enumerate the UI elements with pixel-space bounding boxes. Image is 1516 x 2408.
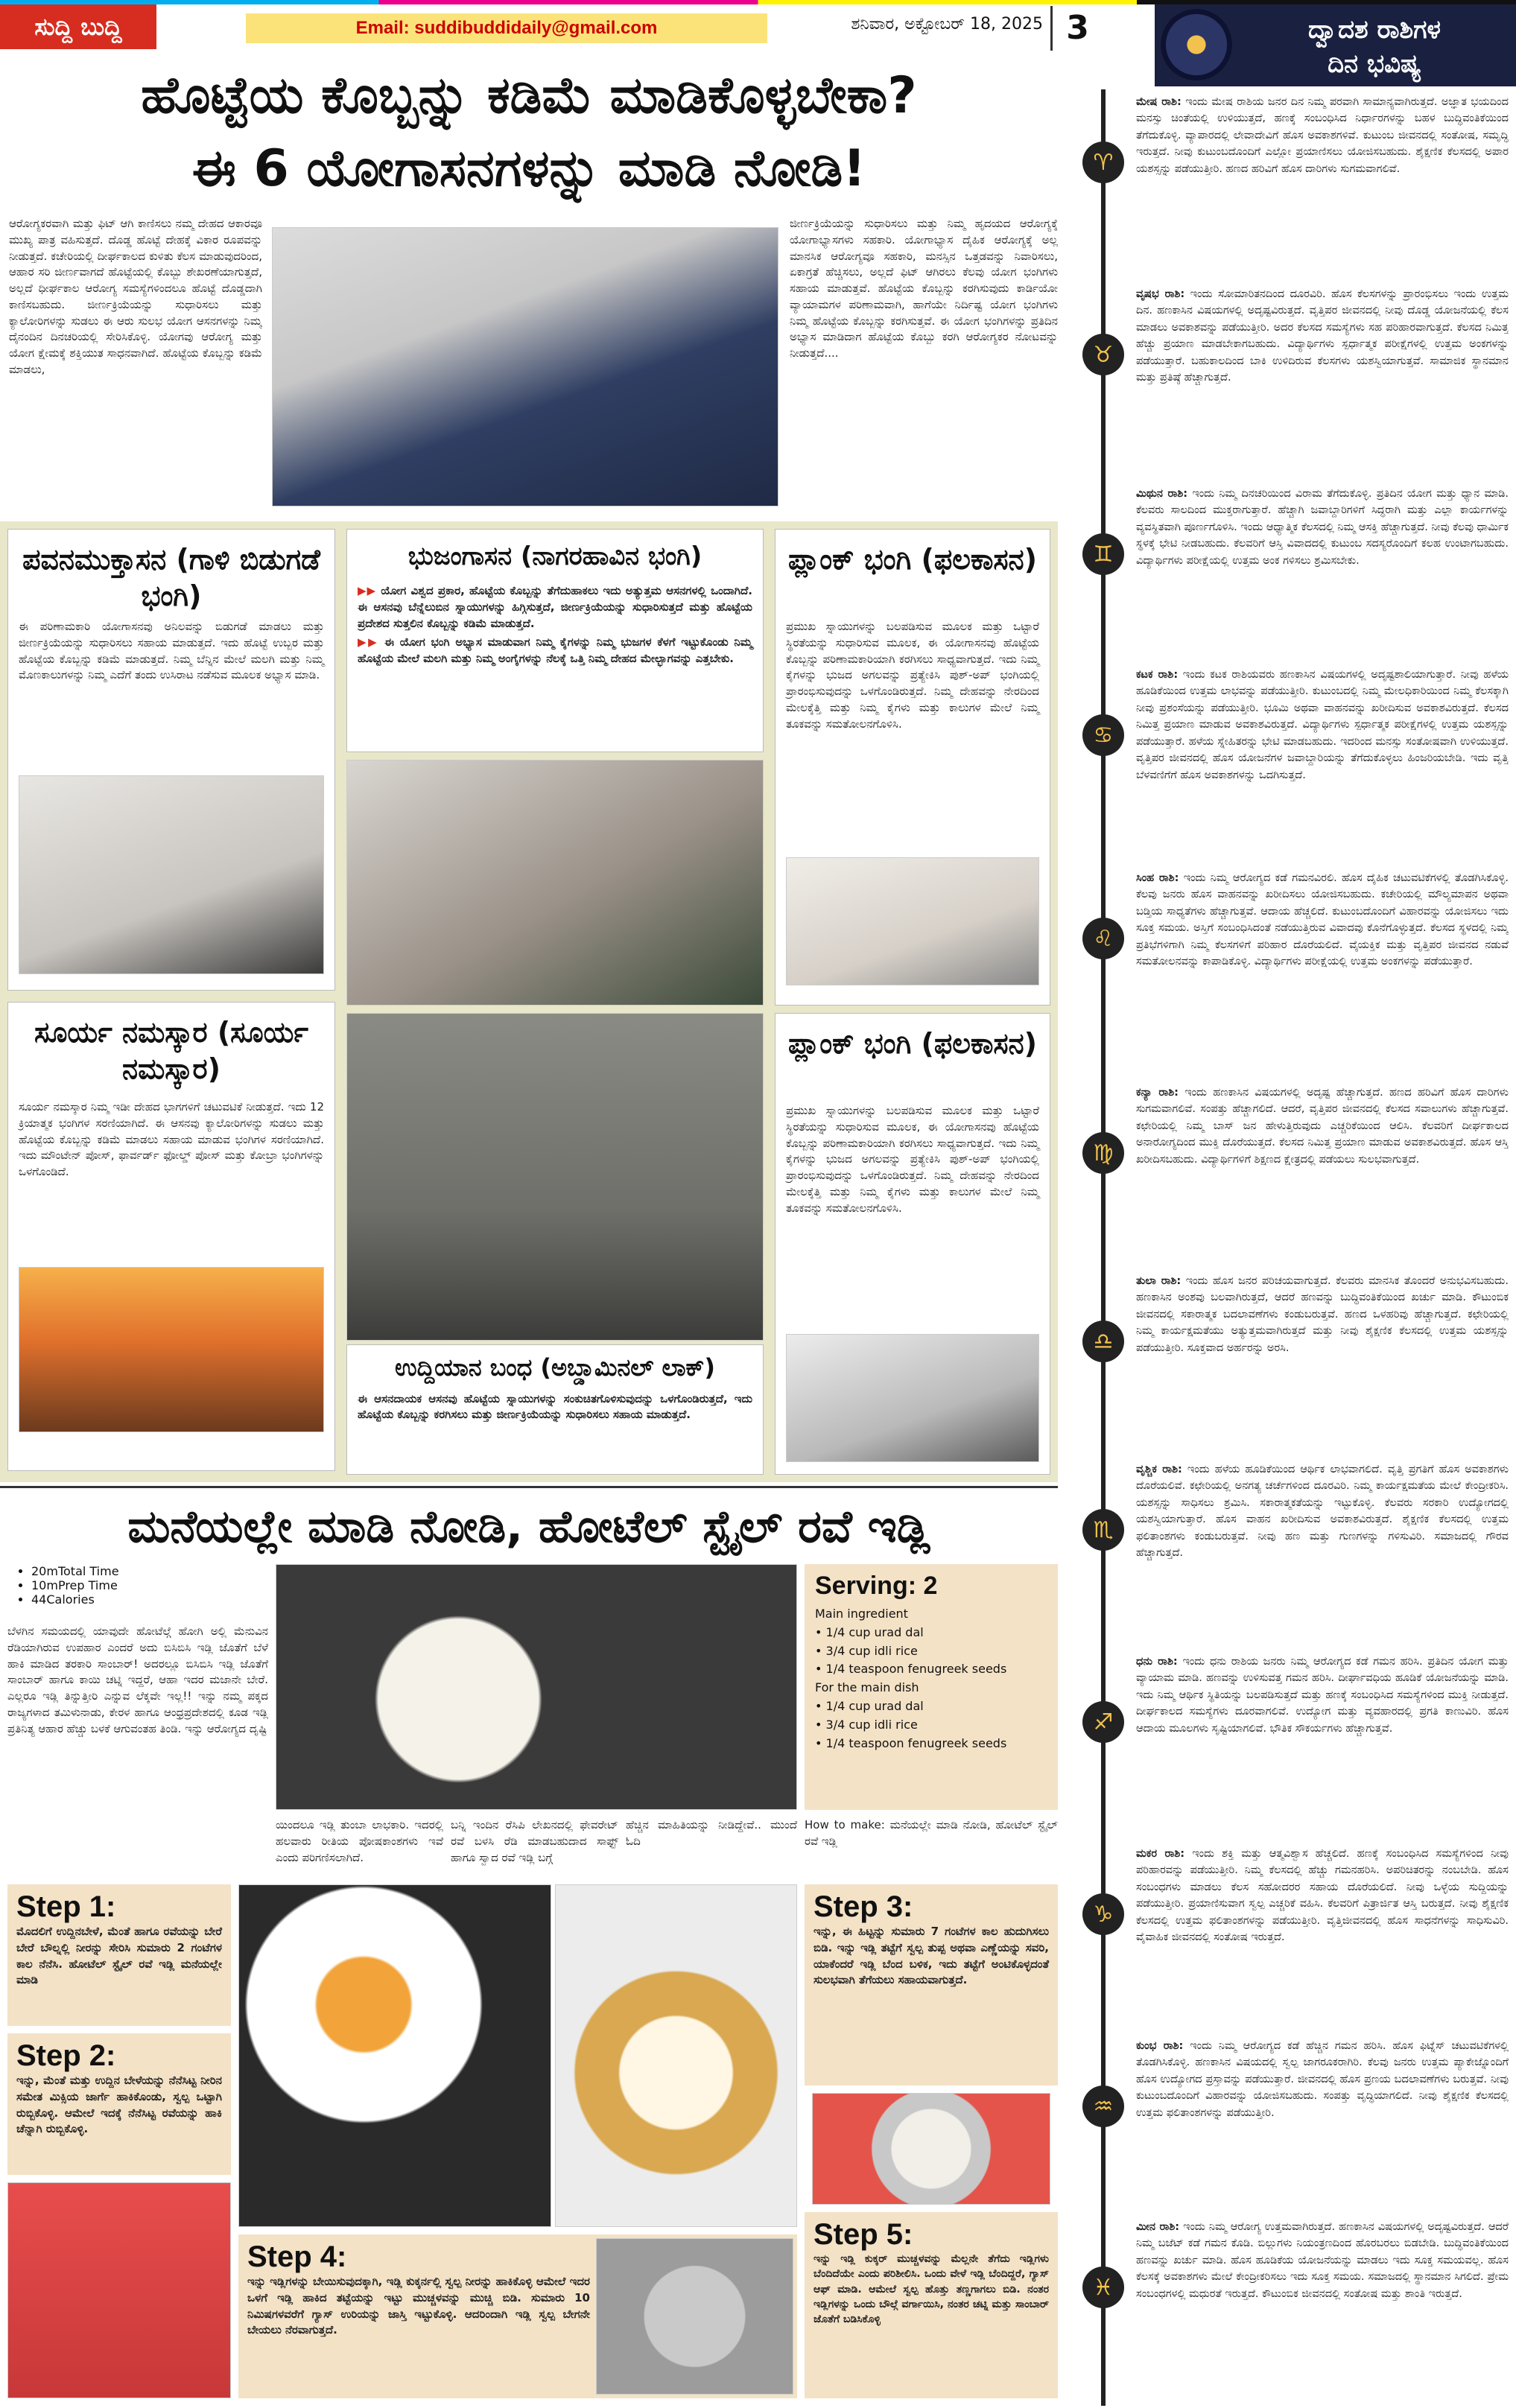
idli-meta-list xyxy=(15,1564,261,1607)
rashi-entry xyxy=(1080,1841,1516,2027)
rashi-prediction: ಇಂದು ನಿಮ್ಮ ಆರೋಗ್ಯದ ಕಡೆ ಹೆಚ್ಚಿನ ಗಮನ ಹರಿಸಿ. ಹೊಸ ಫಿಟ್ನೆಸ್ ಚಟುವಟಿಕೆಗಳಲ್ಲಿ ತೊಡಗಿಸಿಕೊಳ್ಳಿ. ಹಣಕಾಸಿನ ವಿಷಯದಲ್ಲಿ ಸ್ವಲ್ಪ ಜಾಗರೂಕರಾಗಿರಿ. ಕೆಲವು ಜನರು ಉತ್ತಮ ಪ್ಯಾಕೇಜ್ನೊಂದಿಗೆ ಹೊಸ ಉದ್ಯೋಗದ ಪ್ರಸ್ತಾವನ್ನು ಪಡೆಯುತ್ತಾರೆ. ಜೀವನದಲ್ಲಿ ಹೊಸ ಪ್ರಣಯ ಬದಲಾವಣೆಗಳು ಬರುತ್ತವೆ. ನೀವು ಕುಟುಂಬದೊಂದಿಗೆ ವಿಹಾರವನ್ನು ಯೋಜಿಸಬಹುದು. ಸಂಪತ್ತು ವೃದ್ಧಿಯಾಗಲಿದೆ. ನೀವು ಶೈಕ್ಷಣಿಕ ಕೆಲಸದಲ್ಲಿ ಉತ್ತಮ ಫಲಿತಾಂಶಗಳನ್ನು ಪಡೆಯುತ್ತೀರಿ. xyxy=(1136,2040,1509,2119)
serving-title: Serving: 2 xyxy=(815,1572,938,1600)
rashi-entry xyxy=(1080,282,1516,475)
rashi-name: ಕಟಕ ರಾಶಿ: xyxy=(1136,669,1179,681)
zodiac-sign-icon: ♈ xyxy=(1082,142,1124,183)
pose5-box xyxy=(775,1013,1050,1475)
zodiac-sign-icon: ♓ xyxy=(1082,2266,1124,2308)
zodiac-sign-icon: ♒ xyxy=(1082,2085,1124,2127)
rashi-entry-text xyxy=(1136,486,1509,652)
rashi-entry-text xyxy=(1136,286,1509,471)
rashi-name: ಧನು ರಾಶಿ: xyxy=(1136,1656,1178,1668)
step1-box xyxy=(7,1884,231,2026)
pose4-box xyxy=(7,1002,335,1471)
rashi-prediction: ಇಂದು ನಿಮ್ಮ ಆರೋಗ್ಯ ಉತ್ತಮವಾಗಿರುತ್ತದೆ. ಹಣಕಾಸಿನ ವಿಷಯಗಳಲ್ಲಿ ಅದೃಷ್ಟವಿರುತ್ತದೆ. ಆದರೆ ನಿಮ್ಮ ಬಜೆಟ್ ಕಡೆ ಗಮನ ಕೊಡಿ. ಬಿಲ್ಲುಗಳು ನಿಯಂತ್ರಣದಿಂದ ಹೊರಬರಲು ಬಿಡಬೇಡಿ. ಬುದ್ಧಿವಂತಿಕೆಯಿಂದ ಹಣವನ್ನು ಖರ್ಚು ಮಾಡಿ. ಹೊಸ ಹೂಡಿಕೆಯ ಯೋಜನೆಯನ್ನು ಮಾಡಲು ಇದು ಸೂಕ್ತ ಸಮಯವಲ್ಲ. ಹೊಸ ಕೆಲಸಕ್ಕೆ ಅವಕಾಶಗಳು ಮೇಲೆ ಕೇಂದ್ರೀಕರಿಸಲು ಇದು ಸೂಕ್ತ ಸಮಯ. ಸಮಾಜದಲ್ಲಿ ಸ್ಥಾನಮಾನ ಸಿಗಲಿದೆ. ಪ್ರೇಮ ಸಂಬಂಧಗಳಲ್ಲಿ ಮಧುರತೆ ಇರುತ್ತದೆ. ಕೌಟುಂಬಿಕ ಜೀವನದಲ್ಲಿ ಸಂತೋಷ ಮತ್ತು ಶಾಂತಿ ಇರುತ್ತದೆ. xyxy=(1136,2221,1509,2300)
step3-box xyxy=(805,1884,1058,2085)
rashi-entry xyxy=(1080,1649,1516,1835)
rashi-entry xyxy=(1080,481,1516,656)
pose2-title: ಭುಜಂಗಾಸನ (ನಾಗರಹಾವಿನ ಭಂಗಿ) xyxy=(407,541,703,571)
serving-line: • 1/4 cup urad dal xyxy=(815,1624,924,1639)
pose2-photo xyxy=(346,760,764,1006)
pose4-photo xyxy=(19,1267,324,1432)
pose1-text: ಈ ಪರಿಣಾಮಕಾರಿ ಯೋಗಾಸನವು ಅನಿಲವನ್ನು ಬಿಡುಗಡೆ ಮಾಡಲು ಮತ್ತು ಜೀರ್ಣಕ್ರಿಯೆಯನ್ನು ಸುಧಾರಿಸಲು ಸಹಾಯ ಮಾಡುತ್ತದೆ. ಇದು ಹೊಟ್ಟೆ ಉಬ್ಬರ ಮತ್ತು ಹೊಟ್ಟೆಯ ಕೊಬ್ಬನ್ನು ಕಡಿಮೆ ಮಾಡುತ್ತದೆ. ನಿಮ್ಮ ಬೆನ್ನಿನ ಮೇಲೆ ಮಲಗಿ ಮತ್ತು ನಿಮ್ಮ ಮೊಣಕಾಲುಗಳನ್ನು ನಿಮ್ಮ ಎದೆಗೆ ತಂದು ಉಸಿರಾಟ ನಡೆಸುವ ಮೂಲಕ ಅಭ್ಯಾಸ ಮಾಡಿ. xyxy=(19,620,324,682)
rashi-entry-text xyxy=(1136,1084,1509,1258)
rashi-name: ಮೇಷ ರಾಶಿ: xyxy=(1136,96,1182,108)
arrow-icon: ▶▶ xyxy=(358,635,384,649)
section-divider xyxy=(0,1486,1058,1488)
arrow-icon: ▶▶ xyxy=(358,584,381,598)
rashi-entry xyxy=(1080,89,1516,276)
pose6-title: ಉದ್ದಿಯಾನ ಬಂಧ (ಅಬ್ಡಾಮಿನಲ್ ಲಾಕ್) xyxy=(395,1353,715,1382)
step1-title: Step 1: xyxy=(16,1890,116,1923)
serving-line: • 1/4 teaspoon fenugreek seeds xyxy=(815,1662,1007,1677)
prep-time: • 10mPrep Time xyxy=(31,1578,261,1592)
pose2-bullet1 xyxy=(347,583,763,632)
logo: ಸುದ್ದಿ ಬುದ್ದಿ xyxy=(0,4,156,49)
rashi-name: ವೃಷಭ ರಾಶಿ: xyxy=(1136,288,1185,300)
pose1-photo xyxy=(19,775,324,974)
rashi-entry xyxy=(1080,662,1516,860)
rashi-name: ವೃಶ್ಚಿಕ ರಾಶಿ: xyxy=(1136,1464,1182,1475)
rashi-header-line2: ದಿನ ಭವಿಷ್ಯ xyxy=(1328,49,1421,79)
pose5-title: ಪ್ಲಾಂಕ್ ಭಂಗಿ (ಫಲಕಾಸನ) xyxy=(787,1027,1038,1060)
rashi-entry-text xyxy=(1136,870,1509,1070)
step4-text: ಇನ್ನು ಇಡ್ಲಿಗಳನ್ನು ಬೇಯಿಸುವುದಕ್ಕಾಗಿ, ಇಡ್ಲಿ ಕುಕ್ಕರ್ನಲ್ಲಿ ಸ್ವಲ್ಪ ನೀರನ್ನು ಹಾಕಿಕೊಳ್ಳಿ ಆಮೇಲೆ ಇದರ ಒಳಗೆ ಇಡ್ಲಿ ಹಾಕಿದ ತಟ್ಟೆಯನ್ನು ಇಟ್ಟು ಮುಚ್ಚಳವನ್ನು ಮುಚ್ಚಿ ಬಿಡಿ. ಸುಮಾರು 10 ನಿಮಿಷಗಳವರೆಗೆ ಗ್ಯಾಸ್ ಉರಿಯನ್ನು ಜಾಸ್ತಿ ಇಟ್ಟುಕೊಳ್ಳಿ. ಆದರಿಂದಾಗಿ ಇಡ್ಲಿ ಸ್ವಲ್ಪ ಬೇಗನೇ ಬೇಯಲು ನೆರವಾಗುತ್ತದೆ. xyxy=(247,2275,590,2337)
masthead xyxy=(0,4,1140,52)
step5-box xyxy=(805,2212,1058,2398)
yoga-intro-right: ಜೀರ್ಣಕ್ರಿಯೆಯನ್ನು ಸುಧಾರಿಸಲು ಮತ್ತು ನಿಮ್ಮ ಹೃದಯದ ಆರೋಗ್ಯಕ್ಕೆ ಯೋಗಾಭ್ಯಾಸಗಳು ಸಹಕಾರಿ. ಯೋಗಾಭ್ಯಾಸ ದೈಹಿಕ ಆರೋಗ್ಯಕ್ಕೆ ಅಲ್ಲ ಮಾನಸಿಕ ಆರೋಗ್ಯವೂ ಸಹಕಾರಿ, ಮನಸ್ಸಿನ ಒತ್ತಡವನ್ನು ನಿವಾರಿಸಲು, ಏಕಾಗ್ರತೆ ಹೆಚ್ಚಿಸಲು, ಅಲ್ಲದೆ ಫಿಟ್ ಆಗಿರಲು ಕೆಲವು ಯೋಗ ಭಂಗಿಗಳು ಸಹಾಯ ಮಾಡುತ್ತವೆ. ಹೊಟ್ಟೆಯ ಕೊಬ್ಬನ್ನು ಕರಗಿಸುವುದು ಕಾರ್ಡಿಯೋ ವ್ಯಾಯಾಮಗಳ ಪರಿಣಾಮವಾಗಿ, ಹಾಗೆಯೇ ನಿರ್ದಿಷ್ಟ ಯೋಗ ಭಂಗಿಗಳು ನಿಮ್ಮ ಹೊಟ್ಟೆಯ ಕೊಬ್ಬನ್ನು ಕರಗಿಸುತ್ತವೆ. ಈ ಯೋಗ ಭಂಗಿಗಳನ್ನು ಪ್ರತಿದಿನ ಅಭ್ಯಾಸ ಮಾಡಿದಾಗ ಹೊಟ್ಟೆಯ ಕೊಬ್ಬು ಕರಗಿ ಆರೋಗ್ಯಕರ ನೋಟವನ್ನು ನೀಡುತ್ತದೆ.... xyxy=(790,217,1058,360)
how-to-make: How to make: ಮನೆಯಲ್ಲೇ ಮಾಡಿ ನೋಡಿ, ಹೋಟೆಲ್ ಸ್ಟೈಲ್ ರವೆ ಇಡ್ಲಿ xyxy=(805,1818,1058,1848)
step-photo-thali xyxy=(555,1884,797,2227)
pose3-title: ಪ್ಲಾಂಕ್ ಭಂಗಿ (ಫಲಕಾಸನ) xyxy=(787,543,1038,576)
pose5-text: ಪ್ರಮುಖ ಸ್ನಾಯುಗಳನ್ನು ಬಲಪಡಿಸುವ ಮೂಲಕ ಮತ್ತು ಒಟ್ಟಾರೆ ಸ್ಥಿರತೆಯನ್ನು ಸುಧಾರಿಸುವ ಮೂಲಕ, ಈ ಯೋಗಾಸನವು ಹೊಟ್ಟೆಯ ಕೊಬ್ಬನ್ನು ಪರಿಣಾಮಕಾರಿಯಾಗಿ ಕರಗಿಸಲು ಸಾಧ್ಯವಾಗುತ್ತದೆ. ಇದು ನಿಮ್ಮ ಕೈಗಳನ್ನು ಭುಜದ ಅಗಲವನ್ನು ಪ್ರತ್ಯೇಕಿಸಿ ಪುಶ್-ಅಪ್ ಭಂಗಿಯಲ್ಲಿ ಪ್ರಾರಂಭಿಸುವುದನ್ನು ಒಳಗೊಂಡಿರುತ್ತದೆ. ನಿಮ್ಮ ದೇಹವನ್ನು ನೇರದಿಂದ ಮೇಲಕ್ಕೆತ್ತಿ ಮತ್ತು ನಿಮ್ಮ ಕೈಗಳು ಮತ್ತು ಕಾಲುಗಳ ಮೇಲೆ ನಿಮ್ಮ ತೂಕವನ್ನು ಸಮತೋಲನಗೊಳಿಸಿ. xyxy=(786,1104,1039,1215)
rashi-entry-text xyxy=(1136,2219,1509,2395)
pose4-text: ಸೂರ್ಯ ನಮಸ್ಕಾರ ನಿಮ್ಮ ಇಡೀ ದೇಹದ ಭಾಗಗಳಿಗೆ ಚಟುವಟಿಕೆ ನೀಡುತ್ತದೆ. ಇದು 12 ಕ್ರಿಯಾತ್ಮಕ ಭಂಗಿಗಳ ಸರಣಿಯಾಗಿದೆ. ಈ ಆಸನವು ಕ್ಯಾಲೋರಿಗಳನ್ನು ಸುಡಲು ಮತ್ತು ಹೊಟ್ಟೆಯ ಕೊಬ್ಬನ್ನು ಕಡಿಮೆ ಮಾಡಲು ಸಹಾಯ ಮಾಡುವ ಭಂಗಿಗಳ ಸರಣಿಯಾಗಿದೆ. ಇದು ಮೌಂಟೇನ್ ಪೋಸ್, ಫಾರ್ವರ್ಡ್ ಫೋಲ್ಡ್ ಪೋಸ್ ಮತ್ತು ಕೋಬ್ರಾ ಭಂಗಿಗಳನ್ನು ಒಳಗೊಂಡಿದೆ. xyxy=(19,1100,324,1178)
pose2-box xyxy=(346,529,764,752)
serving-box xyxy=(805,1564,1058,1810)
rashi-prediction: ಇಂದು ಹಣಕಾಸಿನ ವಿಷಯಗಳಲ್ಲಿ ಅದೃಷ್ಟ ಹೆಚ್ಚಾಗುತ್ತದೆ. ಹಣದ ಹರಿವಿಗೆ ಹೊಸ ದಾರಿಗಳು ಸುಗಮವಾಗಲಿವೆ. ಸಂಪತ್ತು ಹೆಚ್ಚಾಗಲಿದೆ. ಆದರೆ, ವೃತ್ತಿಪರ ಜೀವನದಲ್ಲಿ ಕೆಲಸದ ಸವಾಲುಗಳು ಹೆಚ್ಚಾಗುತ್ತವೆ. ಕಛೇರಿಯಲ್ಲಿ ನಿಮ್ಮ ಬಾಸ್ ಜನ ಹೇಳುತ್ತಿರುವುದು ಎಚ್ಚರಿಕೆಯಿಂದ ಆಲಿಸಿ. ಕೆಲವರಿಗೆ ದೀರ್ಘಕಾಲದ ಅನಾರೋಗ್ಯದಿಂದ ಮುಕ್ತಿ ದೊರೆಯುತ್ತದೆ. ಕೆಲಸದ ನಿಮಿತ್ತ ಪ್ರಯಾಣ ಮಾಡುವ ಅವಕಾಶವಿರುತ್ತದೆ. ಹೊಸ ಆಸ್ತಿ ಖರೀದಿಸಬಹುದು. ವಿದ್ಯಾರ್ಥಿಗಳಿಗೆ ಶಿಕ್ಷಣದ ಕ್ಷೇತ್ರದಲ್ಲಿ ಪಡೆಯಲು ಸುಲಭವಾಗುತ್ತದೆ. xyxy=(1136,1087,1509,1166)
rashi-entry-text xyxy=(1136,1846,1509,2023)
page-number: 3 xyxy=(1050,6,1103,51)
yoga-intro-left: ಆರೋಗ್ಯಕರವಾಗಿ ಮತ್ತು ಫಿಟ್ ಆಗಿ ಕಾಣಿಸಲು ನಮ್ಮ ದೇಹದ ಆಕಾರವೂ ಮುಖ್ಯ ಪಾತ್ರ ವಹಿಸುತ್ತದೆ. ದೊಡ್ಡ ಹೊಟ್ಟೆ ದೇಹಕ್ಕೆ ವಿಕಾರ ರೂಪವನ್ನು ನೀಡುತ್ತದೆ. ಕಚೇರಿಯಲ್ಲಿ ದೀರ್ಘಕಾಲದ ಕುಳಿತು ಕೆಲಸ ಮಾಡುವುದರಿಂದ, ಆಹಾರ ಸರಿ ಜೀರ್ಣವಾಗದೆ ಹೊಟ್ಟೆಯಲ್ಲಿ ಕೊಬ್ಬು ಶೇಖರಣೆಯಾಗುತ್ತದೆ, ಅಲ್ಲದೆ ಧೀರ್ಘಕಾಲ ಆರೋಗ್ಯ ಸಮಸ್ಯೆಗಳಿಂದಲೂ ಹೊಟ್ಟೆ ದೊಡ್ಡದಾಗಿ ಕಾಣಿಸಬಹುದು. ಜೀರ್ಣಕ್ರಿಯೆಯನ್ನು ಸುಧಾರಿಸಲು ಮತ್ತು ಕ್ಯಾಲೋರಿಗಳನ್ನು ಸುಡಲು ಈ ಆರು ಸುಲಭ ಯೋಗ ಆಸನಗಳನ್ನು ನಿಮ್ಮ ದೈನಂದಿನ ದಿನಚರಿಯಲ್ಲಿ ಸೇರಿಸಿಕೊಳ್ಳಿ. ಯೋಗವು ಆರೋಗ್ಯ ಮತ್ತು ಯೋಗ ಕ್ಷೇಮಕ್ಕೆ ಶಕ್ತಿಯುತ ಸಾಧನವಾಗಿದೆ. ಹೊಟ್ಟೆಯ ಕೊಬ್ಬನ್ನು ಕಡಿಮೆ ಮಾಡಲು, xyxy=(9,217,262,376)
pose4-title: ಸೂರ್ಯ ನಮಸ್ಕಾರ (ಸೂರ್ಯ ನಮಸ್ಕಾರ) xyxy=(34,1016,308,1086)
pose6-text: ಈ ಆಸನದಾಯಕ ಆಸನವು ಹೊಟ್ಟೆಯ ಸ್ನಾಯುಗಳನ್ನು ಸಂಕುಚಿತಗೊಳಿಸುವುದನ್ನು ಒಳಗೊಂಡಿರುತ್ತದೆ, ಇದು ಹೊಟ್ಟೆಯ ಕೊಬ್ಬನ್ನು ಕರಗಿಸಲು ಮತ್ತು ಜೀರ್ಣಕ್ರಿಯೆಯನ್ನು ಸುಧಾರಿಸಲು ಸಹಾಯ ಮಾಡುತ್ತದೆ. xyxy=(358,1391,752,1422)
pose6-box xyxy=(346,1344,764,1475)
serving-line: • 1/4 teaspoon fenugreek seeds xyxy=(815,1735,1007,1750)
pose2-bullet2-text: ಈ ಯೋಗ ಭಂಗಿ ಅಭ್ಯಾಸ ಮಾಡುವಾಗ ನಿಮ್ಮ ಕೈಗಳನ್ನು ನಿಮ್ಮ ಭುಜಗಳ ಕೆಳಗೆ ಇಟ್ಟುಕೊಂಡು ನಿಮ್ಮ ಹೊಟ್ಟೆಯ ಮೇಲೆ ಮಲಗಿ ಮತ್ತು ನಿಮ್ಮ ಅಂಗೈಗಳನ್ನು ನೆಲಕ್ಕೆ ಒತ್ತಿ ನಿಮ್ಮ ದೇಹದ ಮೇಲ್ಭಾಗವನ್ನು ಎತ್ತಬೇಕು. xyxy=(358,635,752,666)
serving-line: • 3/4 cup idli rice xyxy=(815,1643,918,1658)
rashi-entry-text xyxy=(1136,2038,1509,2204)
rashi-name: ತುಲಾ ರಾಶಿ: xyxy=(1136,1275,1182,1287)
zodiac-sign-icon: ♍ xyxy=(1082,1132,1124,1174)
pose5-photo xyxy=(786,1334,1039,1462)
pose2-bullet1-text: ಯೋಗ ವಿಶ್ವದ ಪ್ರಕಾರ, ಹೊಟ್ಟೆಯ ಕೊಬ್ಬನ್ನು ತೆಗೆದುಹಾಕಲು ಇದು ಅತ್ಯುತ್ತಮ ಆಸನಗಳಲ್ಲಿ ಒಂದಾಗಿದೆ. ಈ ಆಸನವು ಬೆನ್ನೆಲುಬಿನ ಸ್ನಾಯುಗಳನ್ನು ಹಿಗ್ಗಿಸುತ್ತದೆ, ಜೀರ್ಣಕ್ರಿಯೆಯನ್ನು ಸುಧಾರಿಸುತ್ತದೆ ಮತ್ತು ಹೊಟ್ಟೆಯ ಪ್ರದೇಶದ ಸುತ್ತಲಿನ ಕೊಬ್ಬನ್ನು ಕಡಿಮೆ ಮಾಡುತ್ತದೆ. xyxy=(358,584,752,630)
step5-text: ಇನ್ನು ಇಡ್ಲಿ ಕುಕ್ಕರ್ ಮುಚ್ಚಳವನ್ನು ಮೆಲ್ಲನೇ ತೆಗೆದು ಇಡ್ಲಿಗಳು ಬೆಂದಿದೆಯೇ ಎಂದು ಪರಿಶೀಲಿಸಿ. ಒಂದು ವೇಳೆ ಇಡ್ಲಿ ಬೆಂದಿದ್ದರೆ, ಗ್ಯಾಸ್ ಆಫ್ ಮಾಡಿ. ಆಮೇಲೆ ಸ್ವಲ್ಪ ಹೊತ್ತು ತಣ್ಣಗಾಗಲು ಬಿಡಿ. ನಂತರ ಇಡ್ಲಿಗಳನ್ನು ಒಂದು ಬೌಲ್ಗೆ ವರ್ಗಾಯಿಸಿ, ನಂತರ ಚಟ್ನಿ ಮತ್ತು ಸಾಂಬಾರ್ ಜೊತೆಗೆ ಬಡಿಸಿಕೊಳ್ಳಿ xyxy=(813,2253,1049,2326)
zodiac-sign-icon: ♐ xyxy=(1082,1701,1124,1743)
rashi-entry-text xyxy=(1136,667,1509,855)
idli-headline: ಮನೆಯಲ್ಲೇ ಮಾಡಿ ನೋಡಿ, ಹೋಟೆಲ್ ಸ್ಟೈಲ್ ರವೆ ಇಡ್ಲಿ xyxy=(127,1501,930,1553)
step2-photo xyxy=(7,2182,231,2398)
step4-photo xyxy=(596,2238,793,2395)
zodiac-wheel-icon xyxy=(1161,9,1232,80)
zodiac-sign-icon: ♏ xyxy=(1082,1509,1124,1551)
pose2-bullet2 xyxy=(347,632,763,667)
rashi-name: ಸಿಂಹ ರಾಶಿ: xyxy=(1136,872,1179,884)
serving-line: For the main dish xyxy=(815,1680,919,1695)
idli-mid-col3: ಹೆಚ್ಚಿನ ಮಾಹಿತಿಯನ್ನು ನೀಡಿದ್ದೇವೆ.. ಮುಂದೆ ಓದಿ xyxy=(626,1818,797,1848)
step3-photo xyxy=(812,2093,1050,2205)
rashi-header xyxy=(1155,4,1516,86)
rashi-prediction: ಇಂದು ಧನು ರಾಶಿಯ ಜನರು ನಿಮ್ಮ ಆರೋಗ್ಯದ ಕಡೆ ಗಮನ ಹರಿಸಿ. ಪ್ರತಿದಿನ ಯೋಗ ಮತ್ತು ವ್ಯಾಯಾಮ ಮಾಡಿ. ಹಣವನ್ನು ಉಳಿಸುವತ್ತ ಗಮನ ಹರಿಸಿ. ದೀರ್ಘಾವಧಿಯ ಹೂಡಿಕೆ ಯೋಜನೆಯನ್ನು ಮಾಡಿ. ಇದು ನಿಮ್ಮ ಆರ್ಥಿಕ ಸ್ಥಿತಿಯನ್ನು ಬಲಪಡಿಸುತ್ತದೆ ಮತ್ತು ಹಣಕ್ಕೆ ಸಂಬಂಧಿಸಿದ ಸಮಸ್ಯೆಗಳಿಂದ ಮುಕ್ತಿ ನೀಡುತ್ತದೆ. ದೀರ್ಘಕಾಲದ ಸಮಸ್ಯೆಗಳು ದೂರವಾಗಲಿವೆ. ಉದ್ಯೋಗ ಮತ್ತು ವ್ಯವಹಾರದಲ್ಲಿ ಪ್ರಗತಿ ಕಾಣುವಿರಿ. ಹೊಸ ಆದಾಯ ಮೂಲಗಳು ಸೃಷ್ಟಿಯಾಗಲಿವೆ. ಭೌತಿಕ ಸೌಕರ್ಯಗಳು ಹೆಚ್ಚಾಗುತ್ತವೆ. xyxy=(1136,1656,1509,1735)
step2-title: Step 2: xyxy=(16,2039,116,2072)
zodiac-sign-icon: ♋ xyxy=(1082,714,1124,756)
rashi-prediction: ಇಂದು ನಿಮ್ಮ ದಿನಚರಿಯಿಂದ ವಿರಾಮ ತೆಗೆದುಕೊಳ್ಳಿ. ಪ್ರತಿದಿನ ಯೋಗ ಮತ್ತು ಧ್ಯಾನ ಮಾಡಿ. ಕೆಲವರು ಸಾಲದಿಂದ ಮುಕ್ತರಾಗುತ್ತಾರೆ. ಹೆಚ್ಚಾಗಿ ಜವಾಬ್ದಾರಿಗಳಿಗೆ ಸಿದ್ಧರಾಗಿ ಮತ್ತು ಎಲ್ಲಾ ಕಾರ್ಯಗಳನ್ನು ವ್ಯವಸ್ಥಿತವಾಗಿ ಪೂರ್ಣಗೊಳಿಸಿ. ಇಂದು ಆಧ್ಯಾತ್ಮಿಕ ಕೆಲಸದಲ್ಲಿ ನಿಮ್ಮ ಆಸಕ್ತಿ ಹೆಚ್ಚಾಗುತ್ತದೆ. ನೀವು ಕೆಲವು ಧಾರ್ಮಿಕ ಸ್ಥಳಕ್ಕೆ ಭೇಟಿ ನೀಡಬಹುದು. ಕೆಲವರಿಗೆ ಆಸ್ತಿ ವಿವಾದದಲ್ಲಿ ಕುಟುಂಬ ಸದಸ್ಯರೊಂದಿಗೆ ಕಲಹ ಉಂಟಾಗಬಹುದು. ವಿದ್ಯಾರ್ಥಿಗಳು ಪರೀಕ್ಷೆಯಲ್ಲಿ ಉತ್ತಮ ಅಂಕ ಗಳಿಸಲು ಶ್ರಮಿಸಬೇಕು. xyxy=(1136,488,1509,567)
step1-text: ಮೊದಲಿಗೆ ಉದ್ದಿನಬೇಳೆ, ಮೆಂತೆ ಹಾಗೂ ರವೆಯನ್ನು ಬೇರೆ ಬೇರೆ ಬೌಲ್ನಲ್ಲಿ ನೀರನ್ನು ಸೇರಿಸಿ ಸುಮಾರು 2 ಗಂಟೆಗಳ ಕಾಲ ನೆನೆಸಿ. ಹೋಟೆಲ್ ಸ್ಟೈಲ್ ರವೆ ಇಡ್ಲಿ ಮನೆಯಲ್ಲೇ ಮಾಡಿ xyxy=(16,1925,222,1987)
belly-photo xyxy=(272,227,778,506)
rashi-entry-text xyxy=(1136,94,1509,271)
rashi-entry-text xyxy=(1136,1273,1509,1446)
idli-intro: ಬೆಳಗಿನ ಸಮಯದಲ್ಲಿ ಯಾವುದೇ ಹೋಟೆಲ್ಗೆ ಹೋಗಿ ಅಲ್ಲಿ ಮೆನುವಿನ ರೆಡಿಯಾಗಿರುವ ಉಪಹಾರ ಎಂದರೆ ಅದು ಬಿಸಿಬಿಸಿ ಇಡ್ಲಿ ಜೊತೆಗೆ ಬೆಳೆ ಹಾಕಿ ಮಾಡಿದ ತರಕಾರಿ ಸಾಂಬಾರ್! ಅದರಲ್ಲೂ ಬಿಸಿಬಿಸಿ ಇಡ್ಲಿ ಜೊತೆಗೆ ಸಾಂಬಾರ್ ಹಾಗೂ ಕಾಯಿ ಚಟ್ನಿ ಇದ್ದರೆ, ಆಹಾ ಇದರ ಮಜಾನೇ ಬೇರೆ. ಎಲ್ಲರೂ ಇಡ್ಲಿ ತಿನ್ನುತ್ತೀರಿ ಎನ್ನುವ ಲೆಕ್ಕವೇ ಇಲ್ಲ!! ಇನ್ನು ನಮ್ಮ ಪಕ್ಕದ ರಾಜ್ಯಗಳಾದ ತಮಿಳುನಾಡು, ಕೇರಳ ಹಾಗೂ ಆಂಧ್ರಪ್ರದೇಶದಲ್ಲಿ ಕೂಡ ಇಡ್ಲಿ ಪ್ರತಿನಿತ್ಯ ಆಹಾರ ಹೆಚ್ಚು ಬಳಕೆ ಆಗುವಂತಹ ತಿಂಡಿ. ಇನ್ನು ಆರೋಗ್ಯದ ದೃಷ್ಟಿ xyxy=(7,1624,268,1735)
rashi-header-line1: ದ್ವಾದಶ ರಾಶಿಗಳ xyxy=(1308,15,1441,45)
idli-mid-col1: ಯಿಂದಲೂ ಇಡ್ಲಿ ತುಂಬಾ ಲಾಭಕಾರಿ. ಇದರಲ್ಲಿ ಹಲವಾರು ರೀತಿಯ ಪೋಷಕಾಂಶಗಳು ಇವೆ ಎಂದು ಪರಿಗಣಿಸಲಾಗಿದೆ. xyxy=(276,1818,443,1864)
step-photo-chutney xyxy=(238,1884,551,2227)
pose1-box xyxy=(7,529,335,991)
step4-title: Step 4: xyxy=(247,2240,347,2273)
yoga-headline-line2: ಈ 6 ಯೋಗಾಸನಗಳನ್ನು ಮಾಡಿ ನೋಡಿ! xyxy=(191,139,866,198)
rashi-prediction: ಇಂದು ನಿಮ್ಮ ಆರೋಗ್ಯದ ಕಡೆ ಗಮನವಿರಲಿ. ಹೊಸ ದೈಹಿಕ ಚಟುವಟಿಕೆಗಳಲ್ಲಿ ತೊಡಗಿಸಿಕೊಳ್ಳಿ. ಕೆಲವು ಜನರು ಹೊಸ ವಾಹನವನ್ನು ಖರೀದಿಸಲು ಯೋಜಿಸಬಹುದು. ಕಚೇರಿಯಲ್ಲಿ ಮೌಲ್ಯಮಾಪನ ಅಥವಾ ಬಡ್ತಿಯ ಸಾಧ್ಯತೆಗಳು ಹೆಚ್ಚಾಗುತ್ತವೆ. ಆದಾಯ ಹೆಚ್ಚಲಿದೆ. ಕುಟುಂಬದೊಂದಿಗೆ ವಿಹಾರವನ್ನು ಯೋಜಿಸಲು ಇದು ಸೂಕ್ತ ಸಮಯ. ಅಸ್ತಿಗೆ ಸಂಬಂಧಿಸಿದಂತೆ ನಡೆಯುತ್ತಿರುವ ವಿವಾದವು ಕೊನೆಗೊಳ್ಳುತ್ತದೆ. ಕೆಲಸದ ಸ್ಥಳದಲ್ಲಿ ನಿಮ್ಮ ಪ್ರತಿಭೆಗಳಿಗಾಗಿ ನಿಮ್ಮ ಕೆಲಸಗಳಿಗೆ ಪರಿಹಾರ ದೊರೆಯಲಿದೆ. ವೈಯಕ್ತಿಕ ಮತ್ತು ವೃತ್ತಿಪರ ಜೀವನದ ನಡುವೆ ಸಮತೋಲನವನ್ನು ಕಾಪಾಡಿಕೊಳ್ಳಿ. ವಿದ್ಯಾರ್ಥಿಗಳು ಪರೀಕ್ಷೆಯಲ್ಲಿ ಉತ್ತಮ ಅಂಕಗಳನ್ನು ಪಡೆಯುತ್ತಾರೆ. xyxy=(1136,872,1509,968)
idli-main-photo xyxy=(276,1564,797,1810)
rashi-prediction: ಇಂದು ಹಳೆಯ ಹೂಡಿಕೆಯಿಂದ ಆರ್ಥಿಕ ಲಾಭವಾಗಲಿದೆ. ವೃತ್ತಿ ಪ್ರಗತಿಗೆ ಹೊಸ ಅವಕಾಶಗಳು ದೊರೆಯಲಿವೆ. ಕಛೇರಿಯಲ್ಲಿ ಅನಗತ್ಯ ಚರ್ಚೆಗಳಿಂದ ದೂರವಿರಿ. ನಿಮ್ಮ ಕಾರ್ಯಕ್ಷಮತೆಯ ಮೇಲೆ ಕೇಂದ್ರೀಕರಿಸಿ. ಯಶಸ್ಸನ್ನು ಸಾಧಿಸಲು ಶ್ರಮಿಸಿ. ಸಕಾರಾತ್ಮಕತೆಯನ್ನು ಇಟ್ಟುಕೊಳ್ಳಿ. ಕೆಲವರು ಸರಕಾರಿ ಉದ್ಯೋಗದಲ್ಲಿ ಯಶಸ್ವಿಯಾಗುತ್ತಾರೆ. ಹೊಸ ವಾಹನ ಖರೀದಿಸುವ ಅವಕಾಶವಿರುತ್ತದೆ. ಶೈಕ್ಷಣಿಕ ಕೆಲಸದಲ್ಲಿ ಉತ್ತಮ ಫಲಿತಾಂಶಗಳು ಕಂಡುಬರುತ್ತವೆ. ನೀವು ಹಣ ಮತ್ತು ಗುಣಗಳನ್ನು ಗಳಿಸುವಿರಿ. ಸಮಾಜದಲ್ಲಿ ಗೌರವ ಹೆಚ್ಚಾಗುತ್ತದೆ. xyxy=(1136,1464,1509,1560)
email-banner: Email: suddibuddidaily@gmail.com xyxy=(246,13,767,43)
rashi-prediction: ಇಂದು ಶಕ್ತಿ ಮತ್ತು ಆತ್ಮವಿಶ್ವಾಸ ಹೆಚ್ಚಲಿದೆ. ಹಣಕ್ಕೆ ಸಂಬಂಧಿಸಿದ ಸಮಸ್ಯೆಗಳಿಂದ ನೀವು ಪರಿಹಾರವನ್ನು ಪಡೆಯುತ್ತೀರಿ. ನಿಮ್ಮ ಕೆಲಸದಲ್ಲಿ ಹೆಚ್ಚು ಗಮನಹರಿಸಿ. ಅಪರಿಚಿತರನ್ನು ನಂಬಬೇಡಿ. ಹೊಸ ಸಂಬಂಧಗಳು ಮಾಡಲು ಕೆಲಸ ಸಹೋದರರ ಸಹಾಯ ದೊರೆಯಲಿದೆ. ನೀವು ಒಳ್ಳೆಯ ಸುದ್ದಿಯನ್ನು ಪಡೆಯುತ್ತೀರಿ. ಪ್ರಯಾಣಿಸುವಾಗ ಸ್ವಲ್ಪ ಎಚ್ಚರಿಕೆ ವಹಿಸಿ. ಕೆಲವರಿಗೆ ಪಿತ್ರಾರ್ಜಿತ ಆಸ್ತಿ ಬರುತ್ತದೆ. ನೀವು ಶೈಕ್ಷಣಿಕ ಕೆಲಸದಲ್ಲಿ ಉತ್ತಮ ಫಲಿತಾಂಶಗಳನ್ನು ಪಡೆಯುತ್ತೀರಿ. ವೃತ್ತಿಜೀವನದಲ್ಲಿ ಹೊಸ ಸಾಧನೆಗಳನ್ನು ಸಾಧಿಸುವಿರಿ. ವೈವಾಹಿಕ ಜೀವನದಲ್ಲಿ ಸಂತೋಷ ಇರುತ್ತದೆ. xyxy=(1136,1848,1509,1944)
calories: • 44Calories xyxy=(31,1592,261,1607)
rashi-entry-text xyxy=(1136,1653,1509,1831)
rashi-prediction: ಇಂದು ಮೇಷ ರಾಶಿಯ ಜನರ ದಿನ ನಿಮ್ಮ ಪರವಾಗಿ ಸಾಮಾನ್ಯವಾಗಿರುತ್ತದೆ. ಅಜ್ಞಾತ ಭಯದಿಂದ ಮನಸ್ಸು ಚಿಂತೆಯಲ್ಲಿ ಉಳಿಯುತ್ತದೆ, ಹಣಕ್ಕೆ ಸಂಬಂಧಿಸಿದ ನಿರ್ಧಾರಗಳನ್ನು ಬಹಳ ಬುದ್ಧಿವಂತಿಕೆಯಿಂದ ತೆಗೆದುಕೊಳ್ಳಿ. ವ್ಯಾಪಾರದಲ್ಲಿ ಲೇವಾದೇವಿಗೆ ಹೊಸ ಅವಕಾಶಗಳಿವೆ. ಕುಟುಂಬ ಜೀವನದಲ್ಲಿ ಸಂತೋಷ, ಸಮೃದ್ಧಿ ಇರುತ್ತದೆ. ನೀವು ಕುಟುಂಬದೊಂದಿಗೆ ಎಲ್ಲೋ ಪ್ರಯಾಣಿಸಲು ಯೋಜಿಸಬಹುದು. ಶೈಕ್ಷಣಿಕ ಕೆಲಸದಲ್ಲಿ ಅಪಾರ ಯಶಸ್ಸನ್ನು ಪಡೆಯುತ್ತೀರಿ. ಹಣದ ಹರಿವಿಗೆ ಹೊಸ ದಾರಿಗಳು ಸುಗಮವಾಗಲಿವೆ. xyxy=(1136,96,1509,175)
rashi-entry xyxy=(1080,865,1516,1074)
rashi-entry xyxy=(1080,1268,1516,1451)
cobra-photo xyxy=(346,1013,764,1341)
rashi-name: ಕುಂಭ ರಾಶಿ: xyxy=(1136,2040,1184,2052)
step3-text: ಇನ್ನು, ಈ ಹಿಟ್ಟನ್ನು ಸುಮಾರು 7 ಗಂಟೆಗಳ ಕಾಲ ಹುದುಗಿಸಲು ಬಿಡಿ. ಇನ್ನು ಇಡ್ಲಿ ತಟ್ಟೆಗೆ ಸ್ವಲ್ಪ ತುಪ್ಪ ಅಥವಾ ಎಣ್ಣೆಯನ್ನು ಸವರಿ, ಯಾಕೆಂದರೆ ಇಡ್ಲಿ ಬೆಂದ ಬಳಿಕ, ಇದು ತಟ್ಟೆಗೆ ಅಂಟಿಕೊಳ್ಳದಂತೆ ಸುಲಭವಾಗಿ ತೆಗೆಯಲು ಸಹಾಯವಾಗುತ್ತದೆ. xyxy=(813,1925,1049,1987)
rashi-entry xyxy=(1080,2214,1516,2399)
zodiac-sign-icon: ♑ xyxy=(1082,1893,1124,1935)
rashi-prediction: ಇಂದು ಕಟಕ ರಾಶಿಯವರು ಹಣಕಾಸಿನ ವಿಷಯಗಳಲ್ಲಿ ಅದೃಷ್ಟಶಾಲಿಯಾಗುತ್ತಾರೆ. ನೀವು ಹಳೆಯ ಹೂಡಿಕೆಯಿಂದ ಉತ್ತಮ ಲಾಭವನ್ನು ಪಡೆಯುತ್ತೀರಿ. ಕುಟುಂಬದಲ್ಲಿ ನಿಮ್ಮ ಮೇಲಧಿಕಾರಿಯಿಂದ ನಿಮ್ಮ ಕೆಲಸಕ್ಕಾಗಿ ನೀವು ಪ್ರಶಂಸೆಯನ್ನು ಪಡೆಯುತ್ತೀರಿ. ಭೂಮಿ ಅಥವಾ ವಾಹನವನ್ನು ಖರೀದಿಸುವ ಅವಕಾಶವಿರುತ್ತದೆ. ಕೆಲಸದ ನಿಮಿತ್ತ ಪ್ರಯಾಣ ಮಾಡುವ ಅವಕಾಶವಿರುತ್ತದೆ. ವಿದ್ಯಾರ್ಥಿಗಳು ಸ್ಪರ್ಧಾತ್ಮಕ ಪರೀಕ್ಷೆಗಳಲ್ಲಿ ಉತ್ತಮ ಯಶಸ್ಸನ್ನು ಪಡೆಯುತ್ತಾರೆ. ಹಳೆಯ ಸ್ನೇಹಿತರನ್ನು ಭೇಟಿ ಮಾಡಬಹುದು. ಇದರಿಂದ ಮನಸ್ಸು ಸಂತೋಷವಾಗಿ ಉಳಿಯುತ್ತದೆ. ವೃತ್ತಿಪರ ಜೀವನದಲ್ಲಿ ಹೊಸ ಯೋಜನೆಗಳ ಜವಾಬ್ದಾರಿಯನ್ನು ತೆಗೆದುಕೊಳ್ಳಲು ಹಿಂಜರಿಯಬೇಡಿ. ಇದು ವೃತ್ತಿ ಬೆಳವಣಿಗೆಗೆ ಹೊಸ ಅವಕಾಶಗಳನ್ನು ಒದಗಿಸುತ್ತದೆ. xyxy=(1136,669,1509,781)
pose1-title: ಪವನಮುಕ್ತಾಸನ (ಗಾಳಿ ಬಿಡುಗಡೆ ಭಂಗಿ) xyxy=(22,543,320,613)
serving-line: • 1/4 cup urad dal xyxy=(815,1698,924,1713)
step2-text: ಇನ್ನು, ಮೆಂತೆ ಮತ್ತು ಉದ್ದಿನ ಬೇಳೆಯನ್ನು ನೆನೆಸಿಟ್ಟ ನೀರಿನ ಸಮೇತ ಮಿಕ್ಸಿಯ ಜಾರ್ಗೆ ಹಾಕಿಕೊಂಡು, ಸ್ವಲ್ಪ ಒಟ್ಟಾಗಿ ರುಬ್ಬಿಕೊಳ್ಳಿ. ಆಮೇಲೆ ಇದಕ್ಕೆ ನೆನೆಸಿಟ್ಟ ರವೆಯನ್ನು ಹಾಕಿ ಚೆನ್ನಾಗಿ ರುಬ್ಬಿಕೊಳ್ಳಿ. xyxy=(16,2074,222,2136)
step5-title: Step 5: xyxy=(813,2218,913,2251)
rashi-name: ಕನ್ಯಾ ರಾಶಿ: xyxy=(1136,1087,1179,1099)
rashi-list xyxy=(1080,89,1516,2408)
zodiac-sign-icon: ♉ xyxy=(1082,334,1124,375)
zodiac-sign-icon: ♊ xyxy=(1082,533,1124,575)
pose3-photo xyxy=(786,857,1039,985)
rashi-name: ಮೀನ ರಾಶಿ: xyxy=(1136,2221,1180,2233)
serving-line: • 3/4 cup idli rice xyxy=(815,1717,918,1732)
rashi-prediction: ಇಂದು ಸೋಮಾರಿತನದಿಂದ ದೂರವಿರಿ. ಹೊಸ ಕೆಲಸಗಳನ್ನು ಪ್ರಾರಂಭಿಸಲು ಇಂದು ಉತ್ತಮ ದಿನ. ಹಣಕಾಸಿನ ವಿಷಯಗಳಲ್ಲಿ ಅದೃಷ್ಟವಿರುತ್ತದೆ. ವೃತ್ತಿಪರ ಜೀವನದಲ್ಲಿ ನೀವು ದೊಡ್ಡ ಯೋಜನೆಯಲ್ಲಿ ಕೆಲಸ ಮಾಡಲು ಅವಕಾಶವನ್ನು ಪಡೆಯುತ್ತೀರಿ. ಅದರ ಕೆಲಸದ ಸಮಸ್ಯೆಗಳು ಸಹ ಪರಿಹಾರವಾಗುತ್ತದೆ. ಕೆಲಸದ ನಿಮಿತ್ತ ಹೆಚ್ಚು ಪ್ರಯಾಣ ಮಾಡಬೇಕಾಗಬಹುದು. ವಿದ್ಯಾರ್ಥಿಗಳು ಸ್ಪರ್ಧಾತ್ಮಕ ಪರೀಕ್ಷೆಗಳಲ್ಲಿ ಉತ್ತಮ ಅಂಕಗಳನ್ನು ಪಡೆಯುತ್ತಾರೆ. ಬಹುಕಾಲದಿಂದ ಬಾಕಿ ಉಳಿದಿರುವ ಕೆಲಸಗಳು ಯಶಸ್ವಿಯಾಗುತ್ತವೆ. ಸಾಮಾಜಿಕ ಸ್ಥಾನಮಾನ ಮತ್ತು ಪ್ರತಿಷ್ಠೆ ಹೆಚ್ಚಾಗುತ್ತದೆ. xyxy=(1136,288,1509,384)
serving-line: Main ingredient xyxy=(815,1607,908,1621)
total-time: • 20mTotal Time xyxy=(31,1564,261,1578)
yoga-headline xyxy=(0,60,1058,216)
idli-mid-col2: ಬನ್ನಿ ಇಂದಿನ ರೆಸಿಪಿ ಲೇಖನದಲ್ಲಿ ಫೇವರೇಟ್ ರವೆ ಬಳಸಿ ರೆಡಿ ಮಾಡಬಹುದಾದ ಸಾಫ್ಟ್ ಹಾಗೂ ಸ್ವಾದ ರವೆ ಇಡ್ಲಿ ಬಗ್ಗೆ xyxy=(451,1818,618,1864)
step2-box xyxy=(7,2033,231,2175)
pose3-text: ಪ್ರಮುಖ ಸ್ನಾಯುಗಳನ್ನು ಬಲಪಡಿಸುವ ಮೂಲಕ ಮತ್ತು ಒಟ್ಟಾರೆ ಸ್ಥಿರತೆಯನ್ನು ಸುಧಾರಿಸುವ ಮೂಲಕ, ಈ ಯೋಗಾಸನವು ಹೊಟ್ಟೆಯ ಕೊಬ್ಬನ್ನು ಪರಿಣಾಮಕಾರಿಯಾಗಿ ಕರಗಿಸಲು ಸಾಧ್ಯವಾಗುತ್ತದೆ. ಇದು ನಿಮ್ಮ ಕೈಗಳನ್ನು ಭುಜದ ಅಗಲವನ್ನು ಪ್ರತ್ಯೇಕಿಸಿ ಪುಶ್-ಅಪ್ ಭಂಗಿಯಲ್ಲಿ ಪ್ರಾರಂಭಿಸುವುದನ್ನು ಒಳಗೊಂಡಿರುತ್ತದೆ. ನಿಮ್ಮ ದೇಹವನ್ನು ನೇರದಿಂದ ಮೇಲಕ್ಕೆತ್ತಿ ಮತ್ತು ನಿಮ್ಮ ಕೈಗಳು ಮತ್ತು ಕಾಲುಗಳ ಮೇಲೆ ನಿಮ್ಮ ತೂಕವನ್ನು ಸಮತೋಲನಗೊಳಿಸಿ. xyxy=(786,620,1039,731)
issue-date: ಶನಿವಾರ, ಅಕ್ಟೋಬರ್ 18, 2025 xyxy=(851,15,1043,34)
rashi-name: ಮಕರ ರಾಶಿ: xyxy=(1136,1848,1185,1860)
rashi-entry-text xyxy=(1136,1461,1509,1639)
rashi-entry xyxy=(1080,1080,1516,1262)
rashi-prediction: ಇಂದು ಹೊಸ ಜನರ ಪರಿಚಯವಾಗುತ್ತದೆ. ಕೆಲವರು ಮಾನಸಿಕ ತೊಂದರೆ ಅನುಭವಿಸಬಹುದು. ಹಣಕಾಸಿನ ಅಂಶವು ಬಲವಾಗಿರುತ್ತದೆ, ಆದರೆ ಹಣವನ್ನು ಬುದ್ಧಿವಂತಿಕೆಯಿಂದ ಖರ್ಚು ಮಾಡಿ. ಕೌಟುಂಬಿಕ ಜೀವನದಲ್ಲಿ ಸಕಾರಾತ್ಮಕ ಬದಲಾವಣೆಗಳು ಕಂಡುಬರುತ್ತವೆ. ಹಣದ ಒಳಹರಿವು ಹೆಚ್ಚಾಗುತ್ತದೆ. ಕಛೇರಿಯಲ್ಲಿ ನಿಮ್ಮ ಕಾರ್ಯಕ್ಷಮತೆಯು ಅತ್ಯುತ್ತಮವಾಗಿರುತ್ತದೆ ಮತ್ತು ನೀವು ಶೈಕ್ಷಣಿಕ ಕೆಲಸದಲ್ಲಿ ಉತ್ತಮ ಯಶಸ್ಸನ್ನು ಪಡೆಯುತ್ತೀರಿ. ಸೂಕ್ತವಾದ ಅರ್ಹರನ್ನು ಅರಸಿ. xyxy=(1136,1275,1509,1354)
zodiac-sign-icon: ♌ xyxy=(1082,918,1124,959)
yoga-headline-line1: ಹೊಟ್ಟೆಯ ಕೊಬ್ಬನ್ನು ಕಡಿಮೆ ಮಾಡಿಕೊಳ್ಳಬೇಕಾ? xyxy=(141,66,917,125)
step3-title: Step 3: xyxy=(813,1890,913,1923)
rashi-entry xyxy=(1080,1457,1516,1643)
pose3-box xyxy=(775,529,1050,1006)
zodiac-sign-icon: ♎ xyxy=(1082,1321,1124,1362)
rashi-entry xyxy=(1080,2033,1516,2208)
rashi-name: ಮಿಥುನ ರಾಶಿ: xyxy=(1136,488,1188,500)
